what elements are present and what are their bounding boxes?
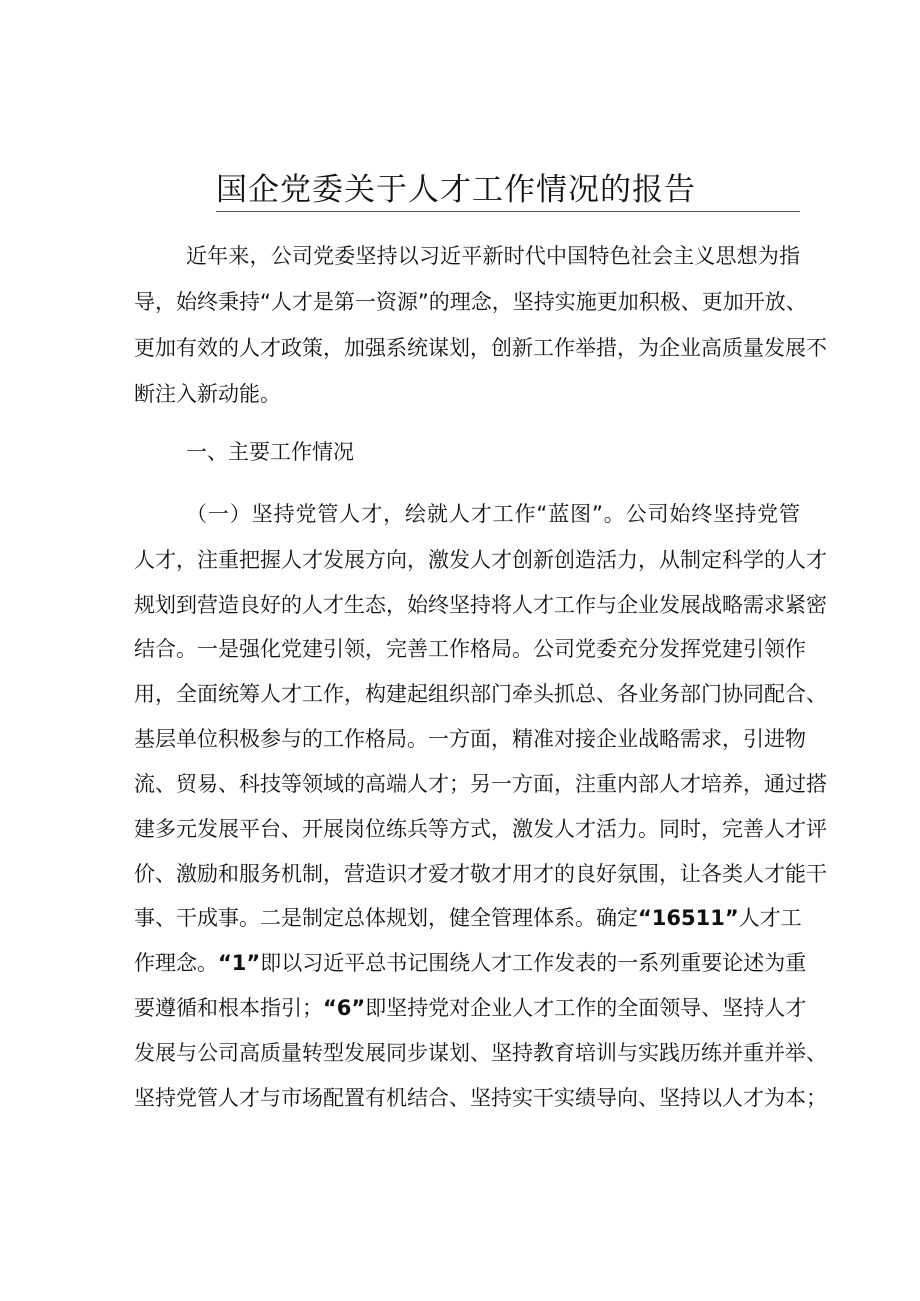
paragraph-line bbox=[134, 948, 807, 978]
section-heading: 一、主要工作情况 bbox=[186, 440, 354, 464]
paragraph-line: 坚持党管人才与市场配置有机结合、坚持实干实绩导向、坚持以人才为本； bbox=[134, 1086, 827, 1110]
bold-text-run: “6” bbox=[323, 996, 366, 1020]
bold-text-run: “16511” bbox=[638, 906, 739, 930]
paragraph-line: 建多元发展平台、开展岗位练兵等方式，激发人才活力。同时，完善人才评 bbox=[134, 817, 827, 841]
text-run: 即以习近平总书记围绕人才工作发表的一系列重要论述为重 bbox=[260, 951, 807, 975]
title-underline bbox=[216, 211, 800, 212]
paragraph-line: （一）坚持党管人才，绘就人才工作“蓝图”。公司始终坚持党管 bbox=[186, 502, 800, 526]
paragraph-line: 用，全面统筹人才工作，构建起组织部门牵头抓总、各业务部门协同配合、 bbox=[134, 682, 827, 706]
paragraph-line: 导，始终秉持“人才是第一资源”的理念，坚持实施更加积极、更加开放、 bbox=[134, 290, 807, 314]
text-run: 作理念。 bbox=[134, 951, 218, 975]
bold-text-run: “1” bbox=[218, 951, 261, 975]
text-run: 人才工 bbox=[738, 906, 802, 930]
page-title: 国企党委关于人才工作情况的报告 bbox=[216, 172, 696, 208]
paragraph-line: 近年来，公司党委坚持以习近平新时代中国特色社会主义思想为指 bbox=[186, 244, 800, 268]
paragraph-line: 流、贸易、科技等领域的高端人才；另一方面，注重内部人才培养，通过搭 bbox=[134, 772, 827, 796]
text-run: 要遵循和根本指引； bbox=[134, 996, 323, 1020]
paragraph-line: 结合。一是强化党建引领，完善工作格局。公司党委充分发挥党建引领作 bbox=[134, 637, 806, 661]
text-run: 即坚持党对企业人才工作的全面领导、坚持人才 bbox=[365, 996, 807, 1020]
paragraph-line bbox=[134, 903, 800, 933]
text-run: 事、干成事。二是制定总体规划，健全管理体系。确定 bbox=[134, 906, 638, 930]
paragraph-line: 规划到营造良好的人才生态，始终坚持将人才工作与企业发展战略需求紧密 bbox=[134, 593, 827, 617]
paragraph-line bbox=[134, 993, 807, 1023]
paragraph-line: 人才，注重把握人才发展方向，激发人才创新创造活力，从制定科学的人才 bbox=[134, 548, 827, 572]
paragraph-line: 断注入新动能。 bbox=[134, 382, 281, 406]
paragraph-line: 基层单位积极参与的工作格局。一方面，精准对接企业战略需求，引进物 bbox=[134, 727, 806, 751]
paragraph-line: 发展与公司高质量转型发展同步谋划、坚持教育培训与实践历练并重并举、 bbox=[134, 1041, 827, 1065]
paragraph-line: 价、激励和服务机制，营造识才爱才敬才用才的良好氛围，让各类人才能干 bbox=[134, 862, 827, 886]
paragraph-line: 更加有效的人才政策，加强系统谋划，创新工作举措，为企业高质量发展不 bbox=[134, 336, 827, 360]
